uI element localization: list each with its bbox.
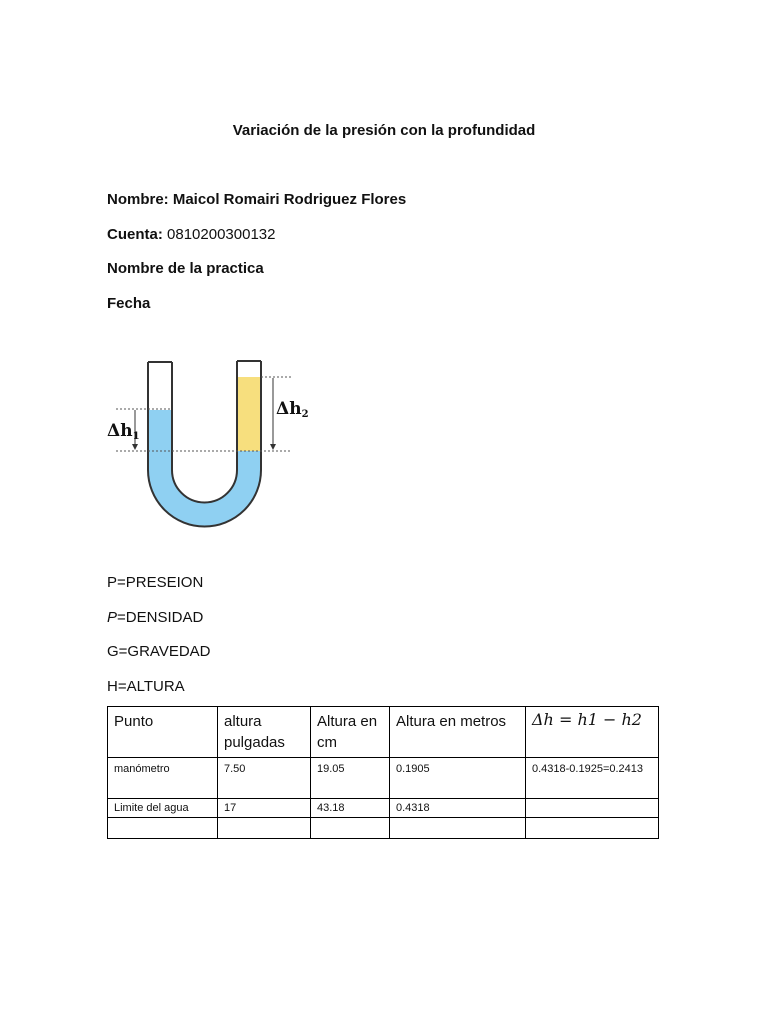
table-cell: [218, 818, 311, 839]
account-line: [107, 226, 275, 243]
table-cell: [311, 818, 390, 839]
header-cell: Altura en cm: [311, 707, 390, 758]
table-cell: [108, 818, 218, 839]
date-label: Fecha: [107, 295, 151, 312]
table-cell: [526, 818, 659, 839]
table-cell: 19.05: [311, 758, 390, 799]
table-cell: 17: [218, 799, 311, 818]
table-cell: manómetro: [108, 758, 218, 799]
u-tube-manometer-diagram: [100, 352, 320, 537]
table-cell: Limite del agua: [108, 799, 218, 818]
table-cell: 0.4318: [390, 799, 526, 818]
label-delta-h1: Δh1: [107, 421, 140, 442]
table-cell: 0.1905: [390, 758, 526, 799]
header-cell-formula: Δh = h1 − h2: [526, 707, 659, 758]
account-label: Cuenta:: [107, 226, 163, 243]
table-row: [108, 799, 659, 818]
legend-height: H=ALTURA: [107, 678, 185, 695]
header-cell: Altura en metros: [390, 707, 526, 758]
document-title: Variación de la presión con la profundidad: [232, 122, 536, 139]
student-name: Nombre: Maicol Romairi Rodriguez Flores: [107, 191, 407, 208]
header-cell: Punto: [108, 707, 218, 758]
practice-name: Nombre de la practica: [107, 260, 264, 277]
density-symbol: P: [107, 609, 118, 626]
table-cell: 43.18: [311, 799, 390, 818]
oil-fill: [237, 377, 261, 451]
table-cell: [526, 799, 659, 818]
table-header-row: [108, 707, 659, 758]
table-cell: 7.50: [218, 758, 311, 799]
account-number: 0810200300132: [167, 226, 276, 243]
legend-pressure: P=PRESEION: [107, 574, 204, 591]
header-cell: altura pulgadas: [218, 707, 311, 758]
table-cell: [390, 818, 526, 839]
label-delta-h2: Δh2: [276, 399, 309, 420]
density-text: =DENSIDAD: [117, 609, 204, 626]
measurements-table: [107, 706, 659, 839]
table-row: [108, 758, 659, 799]
legend-gravity: G=GRAVEDAD: [107, 643, 211, 660]
table-cell: 0.4318-0.1925=0.2413: [526, 758, 659, 799]
table-row: [108, 818, 659, 839]
legend-density: [107, 609, 203, 626]
